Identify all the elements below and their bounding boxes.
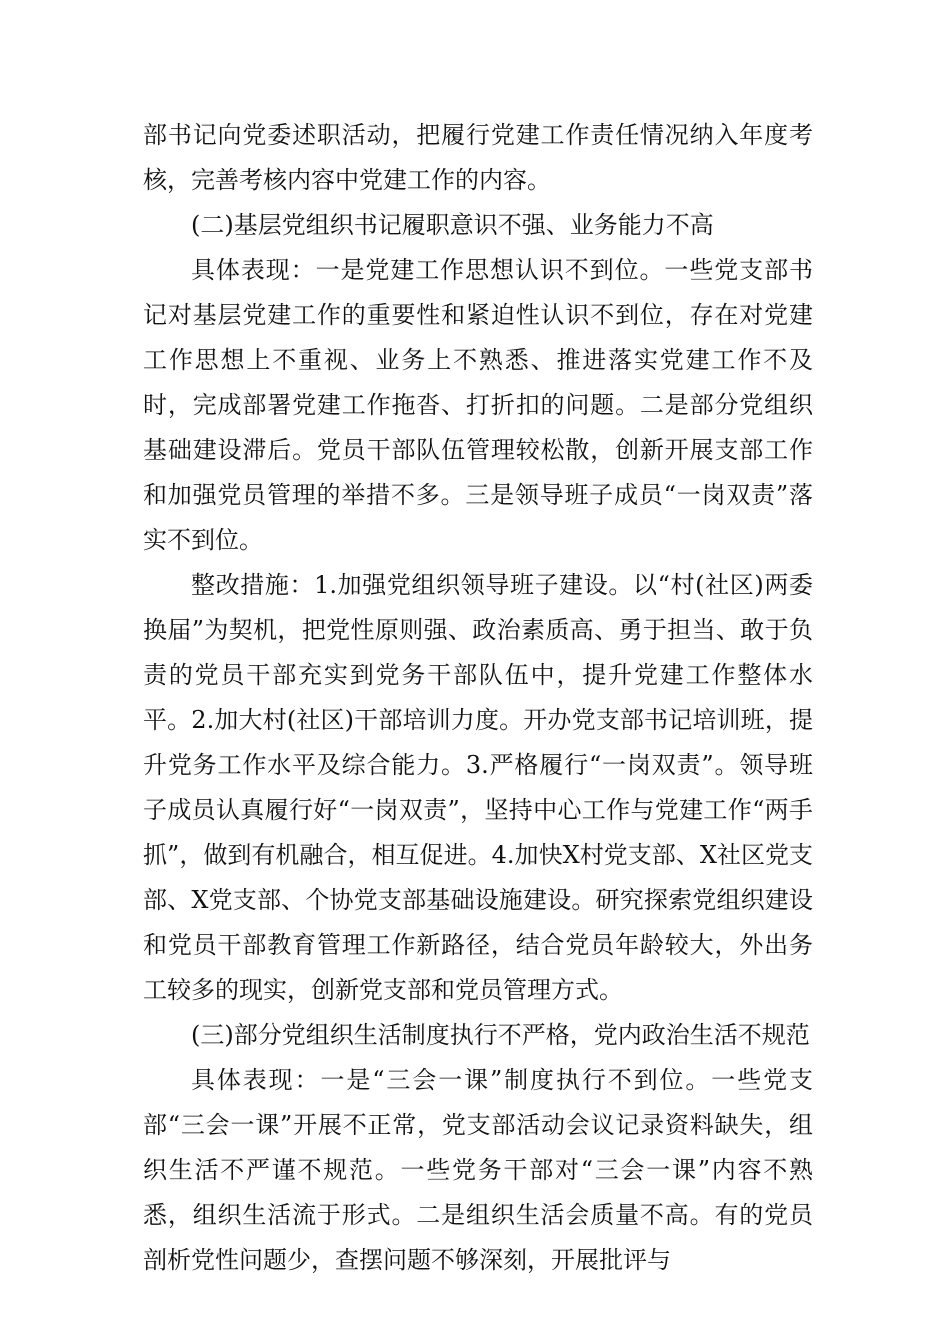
paragraph-manifestation-3: 具体表现：一是“三会一课”制度执行不到位。一些党支部“三会一课”开展不正常，党支部活动会议记录资料缺失，组织生活不严谨不规范。一些党务干部对“三会一课”内容不熟悉，组织生活流于形式。二是组织生活会质量不高。有的党员剖析党性问题少，查摆问题不够深刻，开展批评与	[143, 1066, 813, 1274]
paragraph-measures-2: 整改措施：1.加强党组织领导班子建设。以“村(社区)两委换届”为契机，把党性原则强、政治素质高、勇于担当、敢于负责的党员干部充实到党务干部队伍中，提升党建工作整体水平。2.加大村(社区)干部培训力度。开办党支部书记培训班，提升党务工作水平及综合能力。3.严格履行“一岗双责”。领导班子成员认真履行好“一岗双责”，坚持中心工作与党建工作“两手抓”，做到有机融合，相互促进。4.加快X村党支部、X社区党支部、X党支部、个协党支部基础设施建设。研究探索党组织建设和党员干部教育管理工作新路径，结合党员年龄较大，外出务工较多的现实，创新党支部和党员管理方式。	[143, 571, 813, 1004]
paragraph-manifestation-2: 具体表现：一是党建工作思想认识不到位。一些党支部书记对基层党建工作的重要性和紧迫性认识不到位，存在对党建工作思想上不重视、业务上不熟悉、推进落实党建工作不及时，完成部署党建工作拖沓、打折扣的问题。二是部分党组织基础建设滞后。党员干部队伍管理较松散，创新开展支部工作和加强党员管理的举措不多。三是领导班子成员“一岗双责”落实不到位。	[143, 256, 813, 554]
section-heading-2: (二)基层党组织书记履职意识不强、业务能力不高	[191, 211, 714, 239]
section-heading-3: (三)部分党组织生活制度执行不严格，党内政治生活不规范	[191, 1021, 810, 1049]
paragraph-continuation: 部书记向党委述职活动，把履行党建工作责任情况纳入年度考核，完善考核内容中党建工作的内容。	[143, 121, 813, 194]
document-body	[143, 113, 813, 1283]
